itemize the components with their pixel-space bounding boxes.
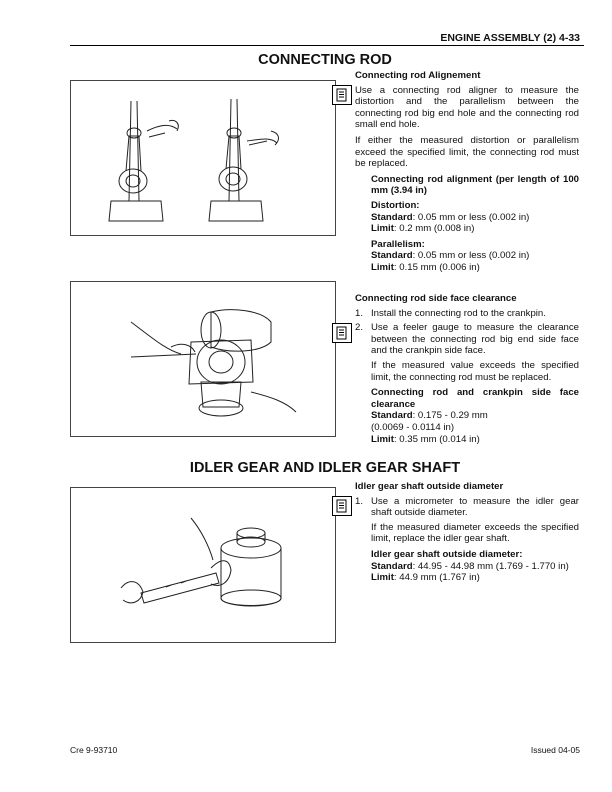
idler-standard <box>371 561 579 573</box>
alignment-heading: Connecting rod Alignement <box>355 70 481 81</box>
section-title-connecting-rod: CONNECTING ROD <box>258 52 392 68</box>
step-number: 1. <box>355 307 364 319</box>
distortion-label: Distortion: <box>371 199 420 211</box>
idler-spec <box>355 549 579 584</box>
figure-micrometer <box>70 487 336 643</box>
side-clearance-note: If the measured value exceeds the specified limit, the connecting rod must be replaced. <box>371 359 579 383</box>
distortion-limit-value: : 0.2 mm (0.008 in) <box>393 223 475 235</box>
page-header: ENGINE ASSEMBLY (2) 4-33 <box>440 32 580 44</box>
step-text: Use a micrometer to measure the idler gear shaft outside diameter. <box>371 495 579 519</box>
footer-issue-date: Issued 04-05 <box>530 745 580 755</box>
step-number: 1. <box>355 495 364 507</box>
standard-value: : 0.175 - 0.29 mm <box>412 410 488 422</box>
distortion-standard <box>371 212 579 224</box>
standard-label: Standard <box>371 560 413 572</box>
footer-document-id: Cre 9-93710 <box>70 745 118 755</box>
micrometer-illustration <box>71 488 335 642</box>
distortion-standard-label: Standard <box>371 211 413 223</box>
standard-value: : 44.95 - 44.98 mm (1.769 - 1.770 in) <box>412 560 569 572</box>
idler-note: If the measured diameter exceeds the specified limit, replace the idler gear shaft. <box>371 521 579 545</box>
distortion-limit-label: Limit <box>371 223 394 235</box>
figure-feeler-gauge <box>70 281 336 437</box>
side-clearance-step-1 <box>355 308 579 320</box>
inspection-icon <box>332 85 352 105</box>
side-clearance-limit <box>371 434 579 446</box>
parallelism-limit-value: : 0.15 mm (0.006 in) <box>393 261 480 273</box>
parallelism-standard-value: : 0.05 mm or less (0.002 in) <box>412 250 530 262</box>
rod-aligner-illustration <box>71 81 335 235</box>
distortion-standard-value: : 0.05 mm or less (0.002 in) <box>412 211 530 223</box>
idler-limit <box>371 572 579 584</box>
alignment-text-block <box>355 70 579 274</box>
standard-label: Standard <box>371 410 413 422</box>
inspection-icon <box>332 496 352 516</box>
side-clearance-step-2 <box>355 322 579 357</box>
limit-value: : 0.35 mm (0.014 in) <box>393 433 480 445</box>
section-title-idler-gear: IDLER GEAR AND IDLER GEAR SHAFT <box>189 460 461 476</box>
side-clearance-heading: Connecting rod side face clearance <box>355 293 517 304</box>
inspection-icon <box>332 323 352 343</box>
side-clearance-spec-heading: Connecting rod and crankpin side face clearance <box>371 387 579 410</box>
side-clearance-standard-in: (0.0069 - 0.0114 in) <box>371 421 455 433</box>
header-rule <box>70 45 584 46</box>
limit-value: : 44.9 mm (1.767 in) <box>393 572 480 584</box>
distortion-spec <box>355 200 579 274</box>
idler-step-1 <box>355 496 579 519</box>
limit-label: Limit <box>371 433 394 445</box>
parallelism-limit <box>371 262 579 274</box>
limit-label: Limit <box>371 572 394 584</box>
parallelism-label: Parallelism: <box>371 238 425 250</box>
distortion-limit <box>371 223 579 235</box>
alignment-paragraph-1: Use a connecting rod aligner to measure the distortion and the parallelism between the connecting rod big end hole and the connecting rod small end hole. <box>355 84 579 131</box>
figure-rod-aligner <box>70 80 336 236</box>
step-text: Install the connecting rod to the crankpin. <box>371 307 546 319</box>
side-clearance-text-block <box>355 293 579 445</box>
parallelism-limit-label: Limit <box>371 261 394 273</box>
step-number: 2. <box>355 322 364 334</box>
step-text: Use a feeler gauge to measure the clearance between the connecting rod big end side face and the crankpin side face. <box>371 322 579 357</box>
alignment-paragraph-2: If either the measured distortion or parallelism exceed the specified limit, the connecting rod must be replaced. <box>355 134 579 170</box>
alignment-spec-heading: Connecting rod alignment (per length of 100 mm (3.94 in) <box>371 173 579 197</box>
side-clearance-spec <box>355 410 579 445</box>
idler-text-block <box>355 481 579 584</box>
side-clearance-standard <box>371 410 579 422</box>
idler-heading: Idler gear shaft outside diameter <box>355 481 504 492</box>
parallelism-standard <box>371 250 579 262</box>
feeler-gauge-illustration <box>71 282 335 436</box>
idler-spec-heading: Idler gear shaft outside diameter: <box>371 548 523 560</box>
parallelism-standard-label: Standard <box>371 250 413 262</box>
